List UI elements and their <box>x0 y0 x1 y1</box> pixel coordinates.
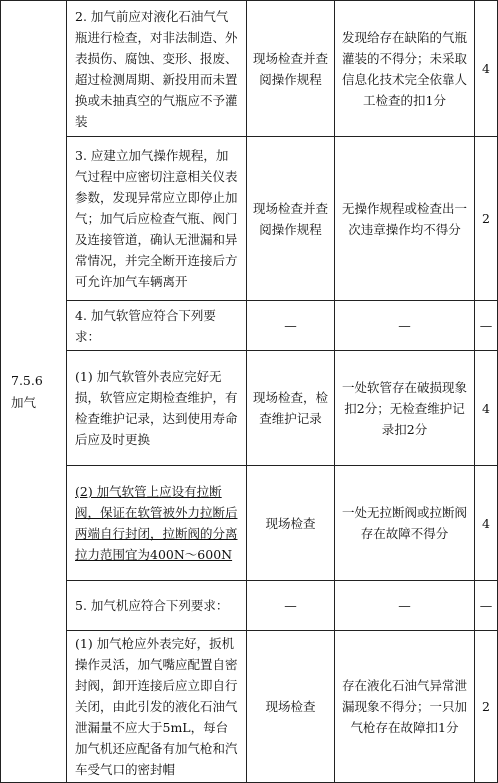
table-row <box>1 301 498 351</box>
requirement-cell: 4. 加气软管应符合下列要求： <box>67 301 247 351</box>
score-cell: 4 <box>475 1 498 137</box>
scoring-cell: 一处无拉断阀或拉断阀存在故障不得分 <box>335 466 475 581</box>
requirement-cell: (1) 加气软管外表应完好无损，软管应定期检查维护，有检查维护记录，达到使用寿命后应及时更换 <box>67 351 247 466</box>
table-row <box>1 631 498 783</box>
requirement-cell: (2) 加气软管上应设有拉断阀，保证在软管被外力拉断后两端自行封闭，拉断阀的分离拉力范围宜为400N～600N <box>67 466 247 581</box>
section-name: 加气 <box>11 394 37 410</box>
scoring-cell: 一处软管存在破损现象扣2分；无检查维护记录扣2分 <box>335 351 475 466</box>
table-row <box>1 351 498 466</box>
method-cell: 现场检查并查阅操作规程 <box>247 137 335 301</box>
scoring-cell: 无操作规程或检查出一次违章操作均不得分 <box>335 137 475 301</box>
score-cell: 4 <box>475 351 498 466</box>
table-row <box>1 466 498 581</box>
requirement-cell: (1) 加气枪应外表完好，扳机操作灵活，加气嘴应配置自密封阀，卸开连接后应立即自行关闭，由此引发的液化石油气泄漏量不应大于5mL，每台加气机还应配备有加气枪和汽车受气口的密封帽 <box>67 631 247 783</box>
scoring-cell: — <box>335 301 475 351</box>
score-cell: 2 <box>475 137 498 301</box>
scoring-cell: 发现给存在缺陷的气瓶灌装的不得分；未采取信息化技术完全依靠人工检查的扣1分 <box>335 1 475 137</box>
method-cell: — <box>247 581 335 631</box>
table-row <box>1 137 498 301</box>
requirement-cell: 5. 加气机应符合下列要求： <box>67 581 247 631</box>
method-cell: 现场检查 <box>247 466 335 581</box>
method-cell: 现场检查并查阅操作规程 <box>247 1 335 137</box>
score-cell: — <box>475 581 498 631</box>
score-cell: — <box>475 301 498 351</box>
score-cell: 2 <box>475 631 498 783</box>
requirement-cell: 3. 应建立加气操作规程，加气过程中应密切注意相关仪表参数，发现异常应立即停止加气；加气后应检查气瓶、阀门及连接管道，确认无泄漏和异常情况，并完全断开连接后方可允许加气车辆离开 <box>67 137 247 301</box>
scoring-cell: 存在液化石油气异常泄漏现象不得分；一只加气枪存在故障扣1分 <box>335 631 475 783</box>
method-cell: — <box>247 301 335 351</box>
method-cell: 现场检查 <box>247 631 335 783</box>
section-cell <box>1 1 67 783</box>
requirement-cell: 2. 加气前应对液化石油气气瓶进行检查，对非法制造、外表损伤、腐蚀、变形、报废、超过检测周期、新投用而未置换或未抽真空的气瓶应不予灌装 <box>67 1 247 137</box>
table-row <box>1 1 498 137</box>
section-number: 7.5.6 <box>11 372 43 388</box>
table-row <box>1 581 498 631</box>
score-cell: 4 <box>475 466 498 581</box>
method-cell: 现场检查，检查维护记录 <box>247 351 335 466</box>
scoring-cell: — <box>335 581 475 631</box>
